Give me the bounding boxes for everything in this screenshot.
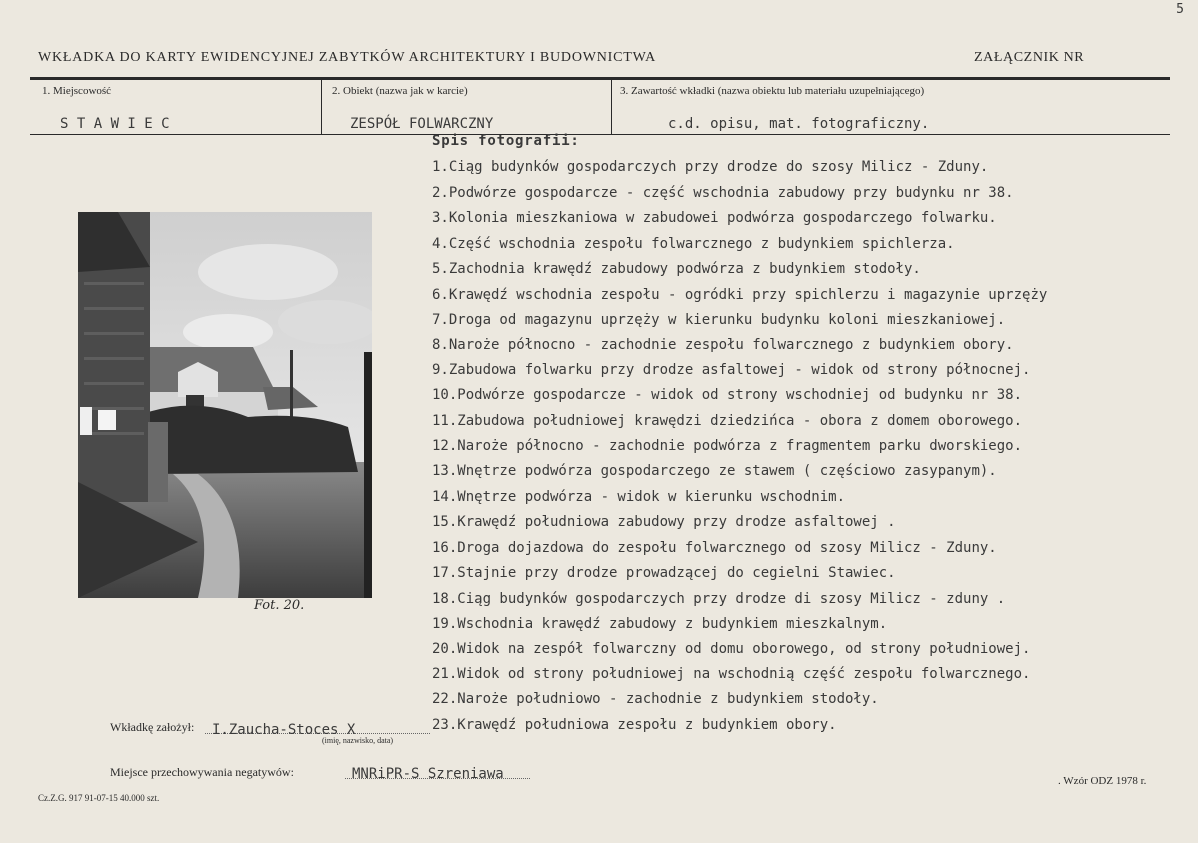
form-title: WKŁADKA DO KARTY EWIDENCYJNEJ ZABYTKÓW ARCHITEKTURY I BUDOWNICTWA	[38, 50, 656, 65]
list-item: 22.Naroże południowo - zachodnie z budynkiem stodoły.	[432, 691, 879, 707]
photograph	[78, 212, 372, 598]
list-item: 16.Droga dojazdowa do zespołu folwarcznego od szosy Milicz - Zduny.	[432, 540, 997, 556]
author-label: Wkładkę założył:	[110, 720, 195, 734]
list-item: 17.Stajnie przy drodze prowadzącej do cegielni Stawiec.	[432, 565, 896, 581]
field-value-locality: S T A W I E C	[60, 116, 170, 132]
list-item: 19.Wschodnia krawędź zabudowy z budynkiem mieszkalnym.	[432, 616, 888, 632]
field-value-content: c.d. opisu, mat. fotograficzny.	[668, 116, 930, 132]
field-label-locality: 1. Miejscowość	[42, 85, 112, 97]
field-divider	[321, 80, 322, 135]
field-label-content: 3. Zawartość wkładki (nazwa obiektu lub materiału uzupełniającego)	[620, 85, 925, 97]
page-number-mark: 5	[1176, 2, 1184, 17]
form-model: . Wzór ODZ 1978 r.	[1058, 775, 1147, 787]
negatives-label: Miejsce przechowywania negatywów:	[110, 765, 294, 779]
field-label-object: 2. Obiekt (nazwa jak w karcie)	[332, 85, 468, 97]
list-item: 10.Podwórze gospodarcze - widok od strony wschodniej od budynku nr 38.	[432, 387, 1023, 403]
list-item: 20.Widok na zespół folwarczny od domu oborowego, od strony południowej.	[432, 641, 1031, 657]
fields-bottom-rule	[30, 134, 1170, 135]
list-item: 9.Zabudowa folwarku przy drodze asfaltowej - widok od strony północnej.	[432, 362, 1031, 378]
list-item: 1.Ciąg budynków gospodarczych przy drodze do szosy Milicz - Zduny.	[432, 159, 989, 175]
photo-caption: Fot. 20.	[254, 598, 305, 613]
list-item: 12.Naroże północno - zachodnie podwórza z fragmentem parku dworskiego.	[432, 438, 1023, 454]
print-info: Cz.Z.G. 917 91-07-15 40.000 szt.	[38, 793, 160, 803]
list-heading: Spis fotografii:	[432, 133, 580, 149]
list-item: 5.Zachodnia krawędź zabudowy podwórza z budynkiem stodoły.	[432, 261, 921, 277]
author-caption: (imię, nazwisko, data)	[322, 736, 394, 745]
list-item: 7.Droga od magazynu uprzęży w kierunku budynku koloni mieszkaniowej.	[432, 312, 1006, 328]
list-item: 18.Ciąg budynków gospodarczych przy drodze di szosy Milicz - zduny .	[432, 591, 1006, 607]
negatives-value: MNRiPR-S Szreniawa	[352, 766, 504, 782]
author-value: I.Zaucha-Stoces X	[212, 722, 356, 738]
list-item: 2.Podwórze gospodarcze - część wschodnia zabudowy przy budynku nr 38.	[432, 185, 1014, 201]
list-item: 6.Krawędź wschodnia zespołu - ogródki przy spichlerzu i magazynie uprzęży	[432, 287, 1048, 303]
header-rule	[30, 77, 1170, 80]
list-item: 8.Naroże północno - zachodnie zespołu folwarcznego z budynkiem obory.	[432, 337, 1014, 353]
list-item: 13.Wnętrze podwórza gospodarczego ze stawem ( częściowo zasypanym).	[432, 463, 997, 479]
list-item: 23.Krawędź południowa zespołu z budynkiem obory.	[432, 717, 837, 733]
list-item: 3.Kolonia mieszkaniowa w zabudowei podwórza gospodarczego folwarku.	[432, 210, 997, 226]
list-item: 14.Wnętrze podwórza - widok w kierunku wschodnim.	[432, 489, 846, 505]
field-divider	[611, 80, 612, 135]
list-item: 4.Część wschodnia zespołu folwarcznego z budynkiem spichlerza.	[432, 236, 955, 252]
attachment-number-label: ZAŁĄCZNIK NR	[974, 50, 1085, 65]
list-item: 15.Krawędź południowa zabudowy przy drodze asfaltowej .	[432, 514, 896, 530]
list-item: 11.Zabudowa południowej krawędzi dziedzińca - obora z domem oborowego.	[432, 413, 1023, 429]
list-item: 21.Widok od strony południowej na wschodnią część zespołu folwarcznego.	[432, 666, 1031, 682]
field-value-object: ZESPÓŁ FOLWARCZNY	[350, 116, 494, 132]
